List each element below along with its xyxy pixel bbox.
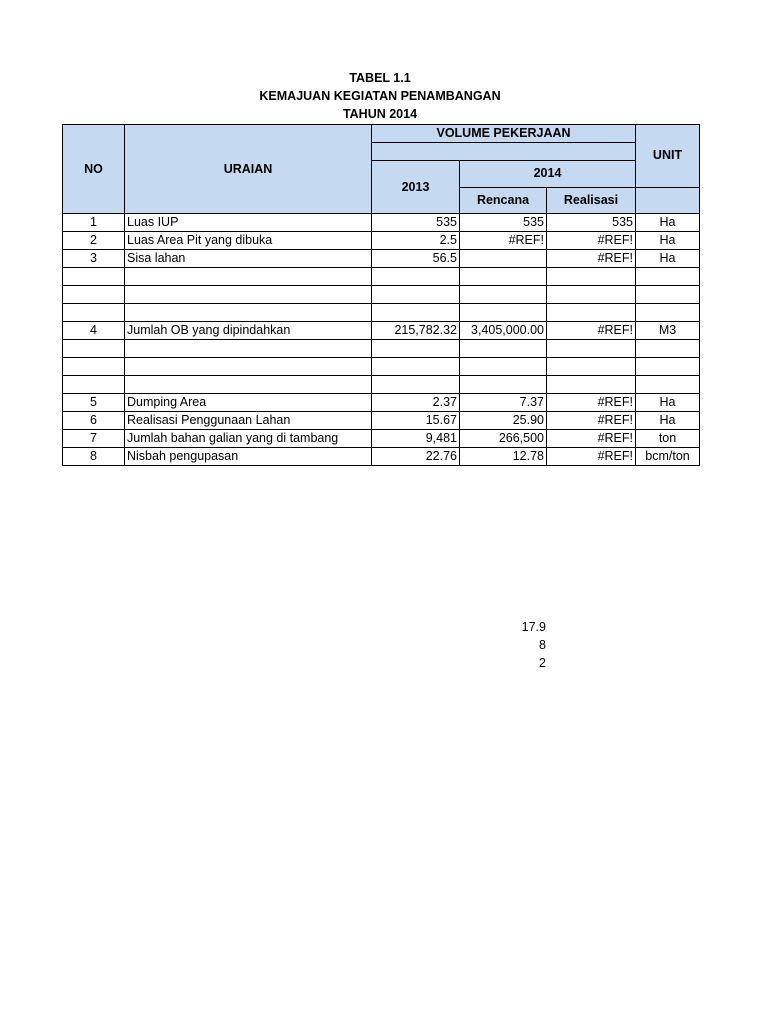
row-realisasi-cell: #REF! — [547, 322, 636, 340]
row-no-cell: 6 — [63, 412, 125, 430]
row-rencana-cell — [460, 358, 547, 376]
table-row — [63, 376, 700, 394]
row-uraian-cell — [125, 376, 372, 394]
extra-value: 2 — [539, 656, 546, 670]
row-unit-cell — [636, 358, 700, 376]
row-unit-cell — [636, 286, 700, 304]
row-no-cell: 8 — [63, 448, 125, 466]
row-realisasi-cell — [547, 268, 636, 286]
row-2013-cell — [372, 304, 460, 322]
table-number: TABEL 1.1 — [349, 71, 411, 85]
header-2013: 2013 — [372, 161, 460, 214]
row-realisasi-cell: #REF! — [547, 394, 636, 412]
row-uraian-cell: Dumping Area — [125, 394, 372, 412]
row-rencana-cell: 12.78 — [460, 448, 547, 466]
row-unit-cell: Ha — [636, 412, 700, 430]
row-uraian-cell: Jumlah OB yang dipindahkan — [125, 322, 372, 340]
table-body — [63, 214, 700, 466]
table-row — [63, 268, 700, 286]
header-volume: VOLUME PEKERJAAN — [372, 125, 636, 143]
header-volume-blank — [372, 143, 636, 161]
row-unit-cell — [636, 304, 700, 322]
row-no-cell — [63, 358, 125, 376]
row-realisasi-cell — [547, 376, 636, 394]
row-unit-cell: Ha — [636, 232, 700, 250]
header-unit-blank — [636, 187, 700, 214]
table-title-block — [0, 69, 760, 123]
table-row — [63, 412, 700, 430]
row-2013-cell: 2.5 — [372, 232, 460, 250]
row-no-cell: 4 — [63, 322, 125, 340]
header-uraian: URAIAN — [125, 125, 372, 214]
row-uraian-cell — [125, 268, 372, 286]
row-uraian-cell: Luas Area Pit yang dibuka — [125, 232, 372, 250]
row-rencana-cell: 25.90 — [460, 412, 547, 430]
row-no-cell: 7 — [63, 430, 125, 448]
table-row — [63, 322, 700, 340]
row-unit-cell: Ha — [636, 214, 700, 232]
table-row — [63, 286, 700, 304]
row-unit-cell — [636, 376, 700, 394]
row-uraian-cell — [125, 358, 372, 376]
row-unit-cell: ton — [636, 430, 700, 448]
row-rencana-cell — [460, 304, 547, 322]
row-realisasi-cell: #REF! — [547, 430, 636, 448]
row-realisasi-cell: 535 — [547, 214, 636, 232]
table-row — [63, 448, 700, 466]
header-2014: 2014 — [460, 161, 636, 188]
row-no-cell — [63, 376, 125, 394]
row-unit-cell — [636, 340, 700, 358]
row-rencana-cell: 7.37 — [460, 394, 547, 412]
header-rencana: Rencana — [460, 187, 547, 214]
row-no-cell — [63, 286, 125, 304]
row-no-cell: 1 — [63, 214, 125, 232]
row-rencana-cell — [460, 376, 547, 394]
row-2013-cell — [372, 286, 460, 304]
row-2013-cell: 535 — [372, 214, 460, 232]
row-uraian-cell: Sisa lahan — [125, 250, 372, 268]
table-row — [63, 340, 700, 358]
table-row — [63, 358, 700, 376]
header-no: NO — [63, 125, 125, 214]
row-no-cell: 5 — [63, 394, 125, 412]
row-uraian-cell — [125, 304, 372, 322]
row-2013-cell — [372, 340, 460, 358]
row-no-cell — [63, 340, 125, 358]
row-uraian-cell: Luas IUP — [125, 214, 372, 232]
row-2013-cell — [372, 376, 460, 394]
header-unit: UNIT — [636, 125, 700, 188]
row-uraian-cell — [125, 340, 372, 358]
table-row — [63, 304, 700, 322]
row-2013-cell: 2.37 — [372, 394, 460, 412]
row-realisasi-cell — [547, 286, 636, 304]
row-rencana-cell — [460, 268, 547, 286]
row-no-cell: 3 — [63, 250, 125, 268]
row-rencana-cell — [460, 340, 547, 358]
row-realisasi-cell: #REF! — [547, 412, 636, 430]
row-2013-cell: 15.67 — [372, 412, 460, 430]
row-rencana-cell: 266,500 — [460, 430, 547, 448]
row-realisasi-cell — [547, 304, 636, 322]
extra-value: 17.9 — [521, 620, 546, 634]
table-row — [63, 250, 700, 268]
extra-value: 8 — [539, 638, 546, 652]
row-unit-cell — [636, 268, 700, 286]
row-2013-cell — [372, 268, 460, 286]
row-unit-cell: M3 — [636, 322, 700, 340]
row-realisasi-cell: #REF! — [547, 448, 636, 466]
row-realisasi-cell: #REF! — [547, 232, 636, 250]
table-row — [63, 214, 700, 232]
row-realisasi-cell — [547, 358, 636, 376]
row-realisasi-cell — [547, 340, 636, 358]
table-row — [63, 394, 700, 412]
table-row — [63, 232, 700, 250]
row-uraian-cell — [125, 286, 372, 304]
row-2013-cell: 9,481 — [372, 430, 460, 448]
row-realisasi-cell: #REF! — [547, 250, 636, 268]
table-year: TAHUN 2014 — [342, 107, 418, 121]
row-2013-cell: 22.76 — [372, 448, 460, 466]
row-2013-cell — [372, 358, 460, 376]
row-uraian-cell: Nisbah pengupasan — [125, 448, 372, 466]
progress-table — [62, 124, 700, 466]
row-rencana-cell — [460, 250, 547, 268]
row-uraian-cell: Realisasi Penggunaan Lahan — [125, 412, 372, 430]
row-unit-cell: Ha — [636, 394, 700, 412]
row-rencana-cell: 3,405,000.00 — [460, 322, 547, 340]
row-rencana-cell: #REF! — [460, 232, 547, 250]
row-2013-cell: 215,782.32 — [372, 322, 460, 340]
row-2013-cell: 56.5 — [372, 250, 460, 268]
row-rencana-cell — [460, 286, 547, 304]
table-title: KEMAJUAN KEGIATAN PENAMBANGAN — [259, 89, 501, 103]
row-uraian-cell: Jumlah bahan galian yang di tambang — [125, 430, 372, 448]
table-row — [63, 430, 700, 448]
header-realisasi: Realisasi — [547, 187, 636, 214]
row-no-cell — [63, 268, 125, 286]
row-no-cell — [63, 304, 125, 322]
row-unit-cell: bcm/ton — [636, 448, 700, 466]
row-unit-cell: Ha — [636, 250, 700, 268]
row-rencana-cell: 535 — [460, 214, 547, 232]
row-no-cell: 2 — [63, 232, 125, 250]
